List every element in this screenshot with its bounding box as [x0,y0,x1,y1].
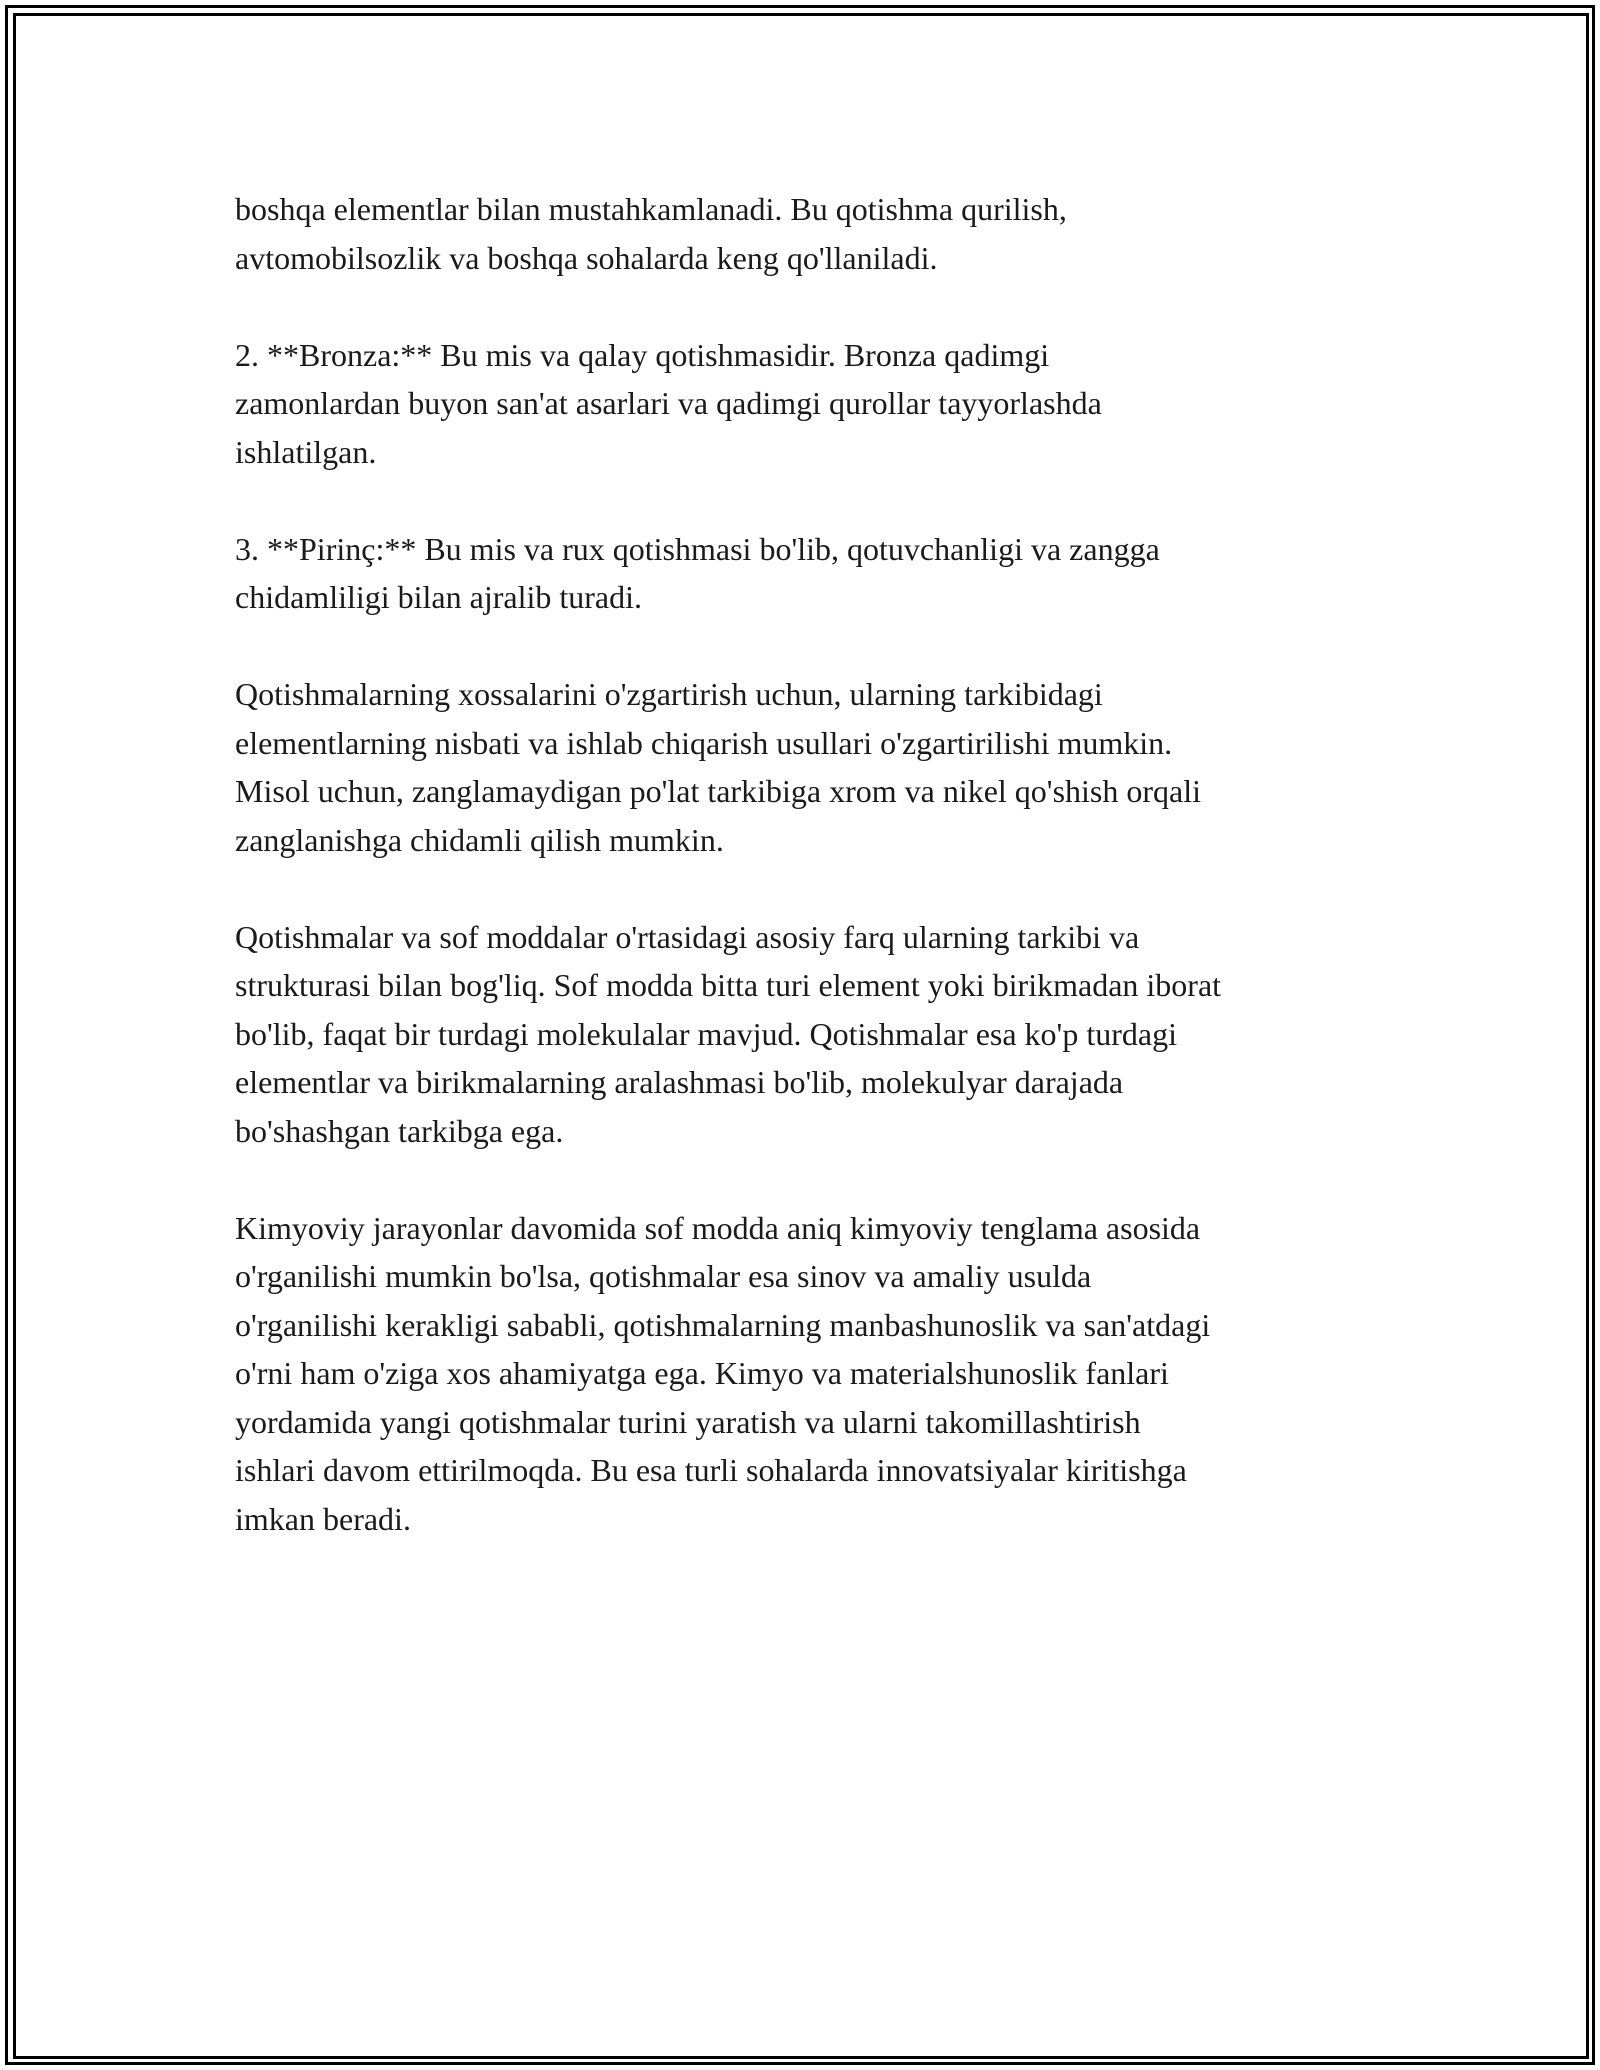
paragraph-brass [235,525,1385,622]
paragraph-bronze [235,331,1385,477]
paragraph-chemical-processes [235,1204,1385,1544]
text-line: 2. **Bronza:** Bu mis va qalay qotishmasidir. Bronza qadimgi [235,336,1050,373]
text-line: imkan beradi. [235,1500,411,1537]
text-line: Qotishmalarning xossalarini o'zgartirish uchun, ularning tarkibidagi [235,676,1103,712]
document-body [235,185,1385,1592]
text-line: avtomobilsozlik va boshqa sohalarda keng qo'llaniladi. [235,239,938,276]
text-line: boshqa elementlar bilan mustahkamlanadi. Bu qotishma qurilish, [235,191,1067,227]
text-line: Misol uchun, zanglamaydigan po'lat tarkibiga xrom va nikel qo'shish orqali [235,773,1201,809]
paragraph-steel-continuation [235,185,1385,282]
text-line: ishlari davom ettirilmoqda. Bu esa turli sohalarda innovatsiyalar kiritishga [235,1452,1187,1488]
text-line: chidamliligi bilan ajralib turadi. [235,579,642,615]
text-line: elementlar va birikmalarning aralashmasi bo'lib, molekulyar darajada [235,1064,1124,1100]
text-line: o'rganilishi kerakligi sababli, qotishmalarning manbashunoslik va san'atdagi [235,1306,1211,1343]
paragraph-alloy-vs-pure [235,913,1385,1156]
text-line: zanglanishga chidamli qilish mumkin. [235,821,724,858]
text-line: 3. **Pirinç:** Bu mis va rux qotishmasi bo'lib, qotuvchanligi va zangga [235,530,1160,567]
paragraph-alloy-properties [235,670,1385,864]
text-line: yordamida yangi qotishmalar turini yaratish va ularni takomillashtirish [235,1403,1141,1440]
text-line: strukturasi bilan bog'liq. Sof modda bitta turi element yoki birikmadan iborat [235,967,1222,1003]
text-line: bo'shashgan tarkibga ega. [235,1112,564,1149]
text-line: ishlatilgan. [235,433,377,470]
text-line: o'rganilishi mumkin bo'lsa, qotishmalar esa sinov va amaliy usulda [235,1258,1092,1294]
text-line: elementlarning nisbati va ishlab chiqarish usullari o'zgartirilishi mumkin. [235,724,1173,761]
text-line: zamonlardan buyon san'at asarlari va qadimgi qurollar tayyorlashda [235,385,1102,421]
text-line: Qotishmalar va sof moddalar o'rtasidagi asosiy farq ularning tarkibi va [235,918,1140,955]
text-line: bo'lib, faqat bir turdagi molekulalar mavjud. Qotishmalar esa ko'p turdagi [235,1015,1177,1052]
text-line: o'rni ham o'ziga xos ahamiyatga ega. Kimyo va materialshunoslik fanlari [235,1355,1169,1391]
text-line: Kimyoviy jarayonlar davomida sof modda aniq kimyoviy tenglama asosida [235,1209,1201,1246]
